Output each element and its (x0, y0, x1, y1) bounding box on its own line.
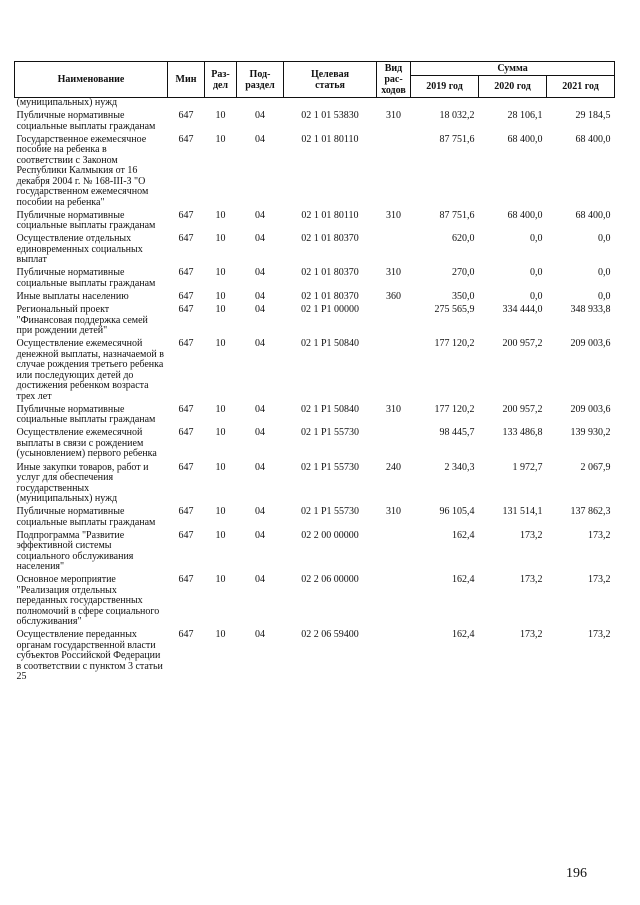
cell-podrazdel: 04 (255, 209, 265, 221)
cell-podrazdel: 04 (255, 427, 265, 439)
cell-celevaya: 02 1 01 80110 (301, 209, 359, 221)
cell-celevaya: 02 1 01 53830 (301, 110, 359, 122)
cell-podrazdel: 04 (255, 629, 265, 641)
cell-razdel: 10 (215, 110, 226, 122)
table-row (15, 628, 615, 683)
cell-2021: 209 003,6 (570, 338, 611, 350)
cell-2020: 173,2 (520, 529, 543, 541)
cell-vid: 310 (386, 506, 401, 518)
cell-min: 647 (178, 506, 194, 518)
cell-2020: 133 486,8 (502, 427, 543, 439)
cell-vid (377, 426, 411, 460)
cell-podrazdel: 04 (255, 267, 265, 279)
cell-2021: 173,2 (588, 574, 611, 586)
table-row (15, 208, 615, 232)
cell-razdel: 10 (215, 574, 226, 586)
header-vid: Вид рас- ходов (377, 62, 411, 98)
cell-min: 647 (178, 574, 194, 586)
cell-vid: 310 (386, 267, 401, 279)
cell-podrazdel: 04 (255, 110, 265, 122)
cell-min: 647 (178, 629, 194, 641)
cell-2021: 29 184,5 (575, 110, 611, 122)
cell-2020: 173,2 (520, 629, 543, 641)
header-name: Наименование (15, 62, 168, 98)
cell-name: Иные закупки товаров, работ и услуг для обеспечения государственных (муниципальных) нужд (16, 461, 149, 505)
cell-2020: 1 972,7 (512, 461, 543, 473)
cell-name: Государственное ежемесячное пособие на ребенка в соответствии с Законом Республики Калмыкия от 16 декабря 2004 г. № 168-III-З "О государственном ежемесячном пособии на ребенка" (16, 133, 149, 208)
cell-2020: 334 444,0 (502, 304, 543, 316)
cell-2020: 200 957,2 (502, 338, 543, 350)
cell-2019: 162,4 (452, 574, 475, 586)
cell-podrazdel: 04 (255, 403, 265, 415)
cell-razdel: 10 (215, 233, 226, 245)
table-body (15, 98, 615, 683)
cell-2021: 348 933,8 (570, 304, 611, 316)
cell-2019: 162,4 (452, 529, 475, 541)
cell-celevaya: 02 1 P1 50840 (300, 338, 360, 350)
cell-celevaya: 02 2 00 00000 (301, 529, 359, 541)
cell-razdel: 10 (215, 338, 226, 350)
cell-celevaya: 02 2 06 00000 (301, 574, 359, 586)
cell-razdel: 10 (215, 209, 226, 221)
cell-name: Публичные нормативные социальные выплаты гражданам (16, 403, 156, 426)
cell-2021: 173,2 (588, 629, 611, 641)
cell-celevaya (284, 98, 377, 109)
cell-vid (377, 303, 411, 337)
cell-podrazdel: 04 (255, 461, 265, 473)
cell-vid (377, 132, 411, 208)
cell-min: 647 (178, 209, 194, 221)
table-row (15, 426, 615, 460)
cell-2019: 87 751,6 (439, 133, 475, 145)
cell-min: 647 (178, 529, 194, 541)
cell-vid: 310 (386, 403, 401, 415)
cell-celevaya: 02 1 P1 50840 (300, 403, 360, 415)
cell-2021: 68 400,0 (575, 133, 611, 145)
cell-razdel: 10 (215, 403, 226, 415)
table-row (15, 109, 615, 133)
table-row (15, 266, 615, 290)
cell-name: Подпрограмма "Развитие эффективной системы социального обслуживания населения" (16, 529, 134, 573)
cell-2020: 68 400,0 (507, 133, 543, 145)
cell-name: Публичные нормативные социальные выплаты гражданам (16, 110, 156, 132)
cell-min: 647 (178, 133, 194, 145)
cell-min: 647 (178, 427, 194, 439)
cell-name: Региональный проект "Финансовая поддержка семей при рождении детей" (16, 304, 148, 337)
cell-min: 647 (178, 267, 194, 279)
cell-min: 647 (178, 461, 194, 473)
cell-name: Осуществление ежемесячной выплаты в связи с рождением (усыновлением) первого ребенка (16, 427, 157, 460)
budget-table (14, 61, 615, 683)
cell-2020: 0,0 (530, 233, 543, 245)
cell-name: Осуществление переданных органам государственной власти субъектов Российской Федерации в соответствии с пунктом 3 статьи 25 (16, 629, 163, 683)
cell-2020: 131 514,1 (502, 506, 543, 518)
cell-name: (муниципальных) нужд (16, 97, 118, 108)
header-2020: 2020 год (479, 76, 547, 98)
cell-2019: 620,0 (452, 233, 475, 245)
table-row (15, 289, 615, 302)
cell-razdel: 10 (215, 529, 226, 541)
cell-2021: 0,0 (598, 267, 611, 279)
header-podrazdel: Под- раздел (237, 62, 284, 98)
cell-vid: 310 (386, 209, 401, 221)
cell-podrazdel: 04 (255, 304, 265, 316)
table-row (15, 303, 615, 337)
cell-name: Основное мероприятие "Реализация отдельных переданных государственных полномочий в сфере социального обслуживания" (16, 574, 160, 628)
cell-razdel: 10 (215, 427, 226, 439)
cell-podrazdel: 04 (255, 338, 265, 350)
cell-razdel: 10 (215, 461, 226, 473)
cell-celevaya: 02 2 06 59400 (301, 629, 359, 641)
page-number: 196 (566, 866, 587, 881)
header-razdel: Раз- дел (205, 62, 237, 98)
cell-2021: 0,0 (598, 233, 611, 245)
cell-celevaya: 02 1 01 80370 (301, 267, 359, 279)
cell-2020: 200 957,2 (502, 403, 543, 415)
header-celevaya: Целевая статья (284, 62, 377, 98)
table-row (15, 528, 615, 573)
cell-podrazdel (237, 98, 284, 109)
cell-vid (377, 337, 411, 403)
cell-2020 (479, 98, 547, 109)
cell-2020: 173,2 (520, 574, 543, 586)
table-row (15, 132, 615, 208)
cell-min: 647 (178, 304, 194, 316)
table-row (15, 232, 615, 266)
cell-2019 (411, 98, 479, 109)
cell-2020: 28 106,1 (507, 110, 543, 122)
cell-2019: 98 445,7 (439, 427, 475, 439)
cell-name: Иные выплаты населению (16, 291, 129, 303)
cell-vid (377, 98, 411, 109)
cell-2020: 68 400,0 (507, 209, 543, 221)
header-summa: Сумма (411, 62, 615, 76)
cell-celevaya: 02 1 01 80370 (301, 291, 359, 303)
cell-celevaya: 02 1 P1 00000 (300, 304, 360, 316)
cell-vid (377, 628, 411, 683)
cell-name: Публичные нормативные социальные выплаты гражданам (16, 209, 156, 232)
cell-min: 647 (178, 338, 194, 350)
cell-min: 647 (178, 233, 194, 245)
cell-min: 647 (178, 110, 194, 122)
cell-celevaya: 02 1 01 80370 (301, 233, 359, 245)
cell-name: Осуществление ежемесячной денежной выплаты, назначаемой в случае рождения третьего ребенка или последующих детей до достижения ребенком возраста трех лет (16, 338, 164, 402)
cell-celevaya: 02 1 P1 55730 (300, 461, 360, 473)
cell-vid: 310 (386, 110, 401, 122)
header-2019: 2019 год (411, 76, 479, 98)
cell-vid: 360 (386, 291, 401, 303)
table-row (15, 573, 615, 628)
cell-razdel: 10 (215, 133, 226, 145)
cell-min (168, 98, 205, 109)
cell-2021: 137 862,3 (570, 506, 611, 518)
cell-2020: 0,0 (530, 291, 543, 303)
cell-podrazdel: 04 (255, 574, 265, 586)
cell-2019: 177 120,2 (434, 338, 475, 350)
cell-razdel: 10 (215, 267, 226, 279)
cell-name: Публичные нормативные социальные выплаты гражданам (16, 267, 156, 289)
cell-vid (377, 528, 411, 573)
cell-razdel: 10 (215, 629, 226, 641)
cell-2021: 139 930,2 (570, 427, 611, 439)
cell-min: 647 (178, 403, 194, 415)
cell-podrazdel: 04 (255, 291, 265, 303)
cell-celevaya: 02 1 P1 55730 (300, 427, 360, 439)
table-row (15, 505, 615, 529)
cell-2019: 275 565,9 (434, 304, 475, 316)
table-row (15, 460, 615, 505)
cell-2021: 0,0 (598, 291, 611, 303)
cell-2019: 87 751,6 (439, 209, 475, 221)
cell-2019: 2 340,3 (444, 461, 475, 473)
cell-2021: 209 003,6 (570, 403, 611, 415)
table-row (15, 98, 615, 109)
cell-podrazdel: 04 (255, 529, 265, 541)
cell-2019: 96 105,4 (439, 506, 475, 518)
budget-table-sheet (14, 61, 614, 683)
cell-2021 (547, 98, 615, 109)
header-min: Мин (168, 62, 205, 98)
cell-2019: 270,0 (452, 267, 475, 279)
cell-2020: 0,0 (530, 267, 543, 279)
cell-podrazdel: 04 (255, 133, 265, 145)
cell-2019: 177 120,2 (434, 403, 475, 415)
cell-2019: 162,4 (452, 629, 475, 641)
cell-vid: 240 (386, 461, 401, 473)
cell-razdel: 10 (215, 304, 226, 316)
cell-vid (377, 573, 411, 628)
cell-2019: 18 032,2 (439, 110, 475, 122)
header-2021: 2021 год (547, 76, 615, 98)
cell-celevaya: 02 1 P1 55730 (300, 506, 360, 518)
table-row (15, 402, 615, 426)
cell-razdel (205, 98, 237, 109)
cell-2021: 2 067,9 (580, 461, 611, 473)
table-row (15, 337, 615, 403)
cell-2019: 350,0 (452, 291, 475, 303)
table-header (15, 62, 615, 98)
cell-vid (377, 232, 411, 266)
cell-podrazdel: 04 (255, 233, 265, 245)
cell-name: Публичные нормативные социальные выплаты гражданам (16, 506, 156, 528)
cell-celevaya: 02 1 01 80110 (301, 133, 359, 145)
cell-name: Осуществление отдельных единовременных социальных выплат (16, 233, 143, 266)
cell-podrazdel: 04 (255, 506, 265, 518)
cell-min: 647 (178, 291, 194, 303)
cell-razdel: 10 (215, 291, 226, 303)
cell-2021: 173,2 (588, 529, 611, 541)
cell-razdel: 10 (215, 506, 226, 518)
cell-2021: 68 400,0 (575, 209, 611, 221)
